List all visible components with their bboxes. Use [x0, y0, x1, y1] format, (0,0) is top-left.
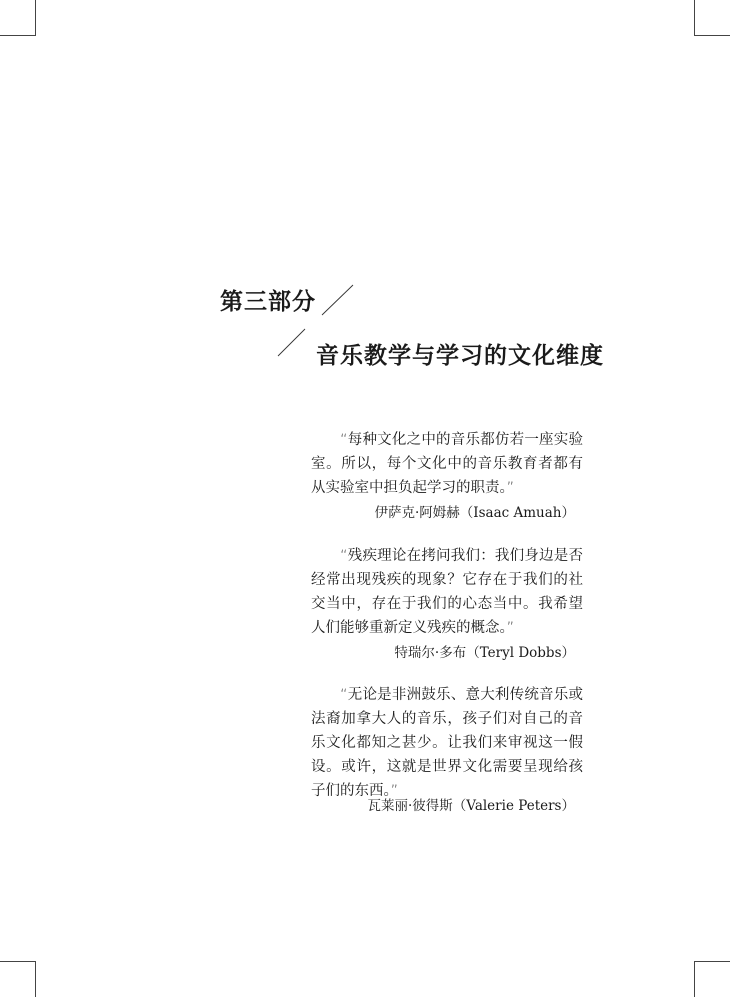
quote-3-attribution: 瓦莱丽·彼得斯（Valerie Peters）	[367, 798, 575, 814]
quote-1-attribution: 伊萨克·阿姆赫（Isaac Amuah）	[374, 505, 575, 521]
part-title: 音乐教学与学习的文化维度	[316, 342, 604, 369]
quote-1-text: “每种文化之中的音乐都仿若一座实验室。所以，每个文化中的音乐教育者都有从实验室中担负起学习的职责。”	[311, 432, 583, 496]
slash-upper	[322, 285, 353, 315]
part-label: 第三部分	[220, 288, 316, 315]
quote-3-text: “无论是非洲鼓乐、意大利传统音乐或法裔加拿大人的音乐，孩子们对自己的音乐文化都知之甚少。让我们来审视这一假设。或许，这就是世界文化需要呈现给孩子们的东西。”	[311, 687, 583, 799]
quote-2-text: “残疾理论在拷问我们：我们身边是否经常出现残疾的现象？它存在于我们的社交当中，存在于我们的心态当中。我希望人们能够重新定义残疾的概念。”	[311, 548, 583, 636]
slash-lower	[278, 329, 305, 356]
quote-2-attribution: 特瑞尔·多布（Teryl Dobbs）	[394, 645, 575, 661]
